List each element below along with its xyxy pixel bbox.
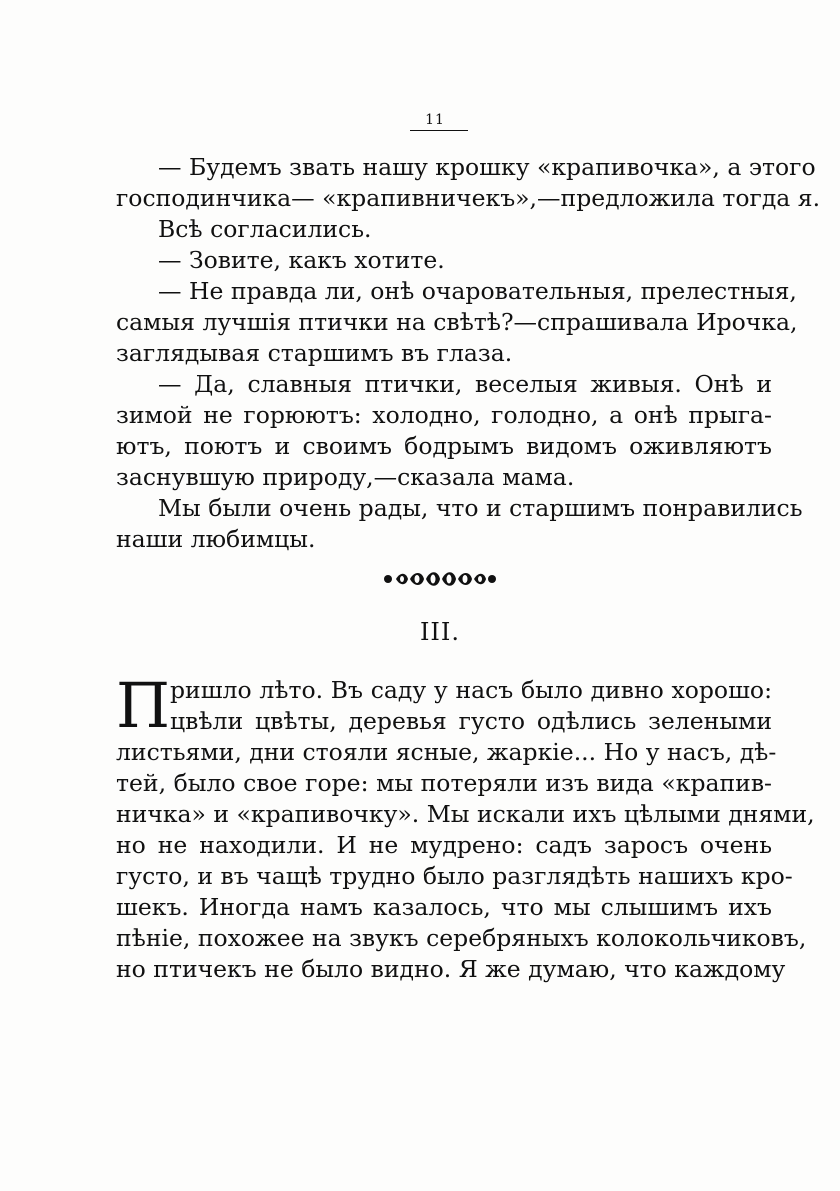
text-line: самыя лучшія птички на свѣтѣ?—спрашивала Ирочка, <box>116 308 798 336</box>
text-line: — Зовите, какъ хотите. <box>158 246 445 274</box>
text-line: ничка» и «крапивочку». Мы искали ихъ цѣлыми днями, <box>116 800 815 828</box>
text-line: господинчика— «крапивничекъ»,—предложила тогда я. <box>116 184 821 212</box>
page-number: 11 <box>425 112 445 128</box>
text-line: Всѣ согласились. <box>158 215 372 243</box>
text-line: но не находили. И не мудрено: садъ заросъ очень <box>116 831 772 859</box>
text-line: Мы были очень рады, что и старшимъ понравились <box>158 494 803 522</box>
ornament-divider <box>382 570 498 588</box>
text-line: — Будемъ звать нашу крошку «крапивочка», а этого <box>158 153 816 181</box>
text-line: — Не правда ли, онѣ очаровательныя, прелестныя, <box>158 277 797 305</box>
chapter-heading: III. <box>419 618 461 646</box>
text-line: листьями, дни стояли ясные, жаркіе... Но у насъ, дѣ- <box>116 738 777 766</box>
text-line: густо, и въ чащѣ трудно было разглядѣть нашихъ кро- <box>116 862 793 890</box>
text-line: — Да, славныя птички, веселыя живыя. Онѣ и <box>158 370 772 398</box>
text-before-chapter <box>116 152 821 555</box>
text-line: ришло лѣто. Въ саду у насъ было дивно хорошо: <box>170 676 772 704</box>
text-line: ютъ, поютъ и своимъ бодрымъ видомъ оживляютъ <box>116 432 772 460</box>
page-number-rule <box>410 130 468 131</box>
chapter-text <box>116 669 815 985</box>
text-line: заснувшую природу,—сказала мама. <box>116 463 575 491</box>
drop-cap: П <box>116 669 171 742</box>
text-line: но птичекъ не было видно. Я же думаю, что каждому <box>116 955 786 983</box>
text-line: цвѣли цвѣты, деревья густо одѣлись зелеными <box>170 707 772 735</box>
text-line: заглядывая старшимъ въ глаза. <box>116 339 513 367</box>
text-line: пѣніе, похожее на звукъ серебряныхъ колокольчиковъ, <box>116 924 807 952</box>
text-line: зимой не горюютъ: холодно, голодно, а онѣ прыга- <box>116 401 772 429</box>
text-line: тей, было свое горе: мы потеряли изъ вида «крапив- <box>116 769 772 797</box>
text-line: наши любимцы. <box>116 525 316 553</box>
text-line: шекъ. Иногда намъ казалось, что мы слышимъ ихъ <box>116 893 772 921</box>
